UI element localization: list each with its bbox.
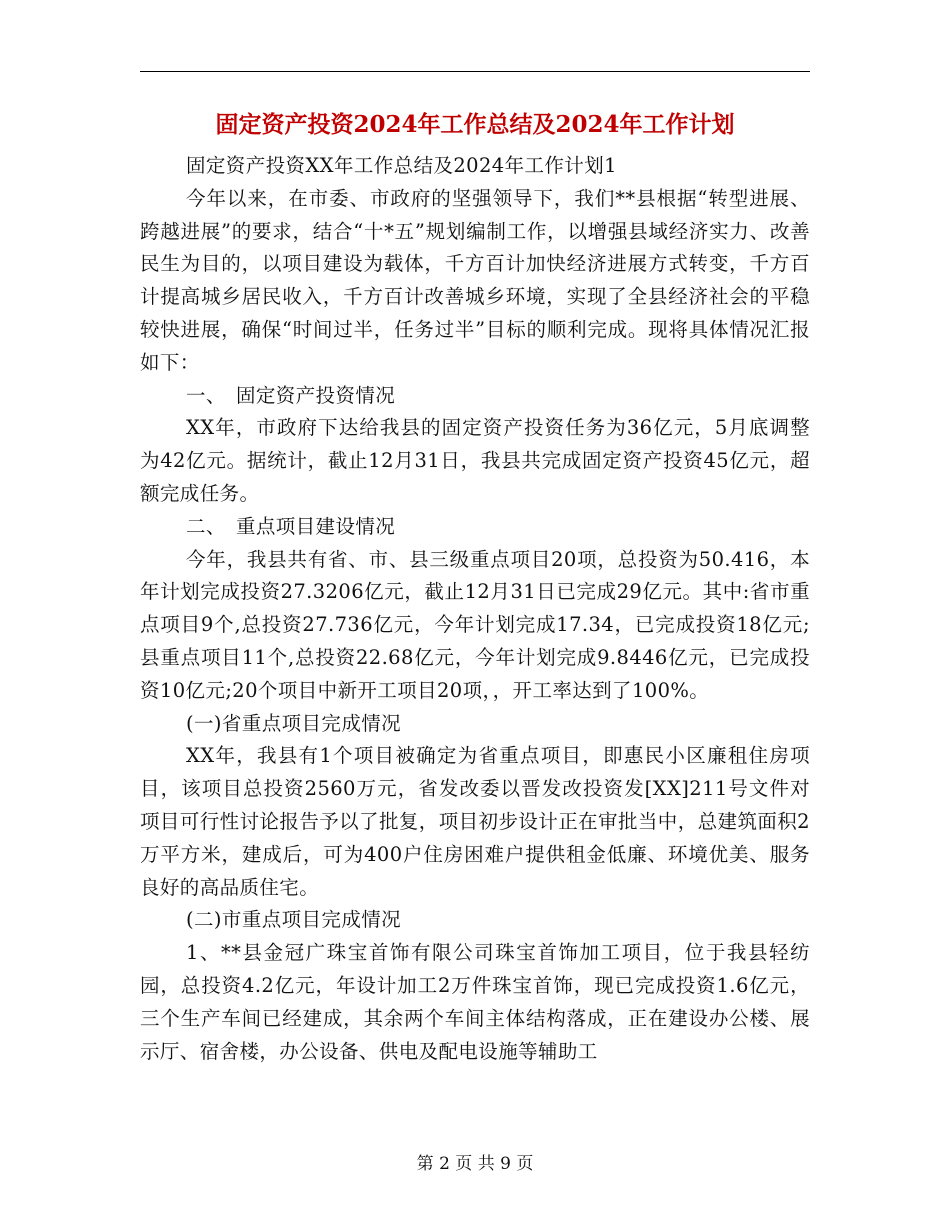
paragraph-investment-status: XX年，市政府下达给我县的固定资产投资任务为36亿元，5月底调整为42亿元。据统计，截止12月31日，我县共完成固定资产投资45亿元，超额完成任务。 bbox=[140, 416, 810, 505]
page-number-footer: 第 2 页 共 9 页 bbox=[416, 1154, 534, 1174]
paragraph-subtitle: 固定资产投资XX年工作总结及2024年工作计划1 bbox=[186, 154, 617, 177]
paragraph-city-project-1: 1、**县金冠广珠宝首饰有限公司珠宝首饰加工项目，位于我县轻纺园，总投资4.2亿元，年设计加工2万件珠宝首饰，现已完成投资1.6亿元，三个生产车间已经建成，其余两个车间主体结构落成，正在建设办公楼、展示厅、宿舍楼，办公设备、供电及配电设施等辅助工 bbox=[140, 941, 810, 1063]
section-heading-key-projects: 二、 重点项目建设情况 bbox=[186, 514, 396, 538]
paragraph-provincial-projects: XX年，我县有1个项目被确定为省重点项目，即惠民小区廉租住房项目，该项目总投资2560万元，省发改委以晋发改投资发[XX]211号文件对项目可行性讨论报告予以了批复，项目初步设计正在审批当中，总建筑面积2万平方米，建成后，可为400户住房困难户提供租金低廉、环境优美、服务良好的高品质住宅。 bbox=[140, 744, 810, 899]
document-body bbox=[140, 150, 810, 1068]
header-rule bbox=[140, 71, 810, 72]
paragraph-intro: 今年以来，在市委、市政府的坚强领导下，我们**县根据“转型进展、跨越进展”的要求，结合“十*五”规划编制工作，以增强县域经济实力、改善民生为目的，以项目建设为载体，千方百计加快经济进展方式转变，千方百计提高城乡居民收入，千方百计改善城乡环境，实现了全县经济社会的平稳较快进展，确保“时间过半，任务过半”目标的顺利完成。现将具体情况汇报如下： bbox=[140, 186, 810, 374]
section-heading-fixed-asset-investment: 一、 固定资产投资情况 bbox=[186, 383, 396, 407]
subsection-heading-city-projects: (二)市重点项目完成情况 bbox=[186, 908, 402, 932]
paragraph-key-projects: 今年，我县共有省、市、县三级重点项目20项，总投资为50.416，本年计划完成投资27.3206亿元，截止12月31日已完成29亿元。其中:省市重点项目9个,总投资27.736亿元，今年计划完成17.34，已完成投资18亿元;县重点项目11个,总投资22.68亿元，今年计划完成9.8446亿元，已完成投资10亿元;20个项目中新开工项目20项，，开工率达到了100%。 bbox=[140, 547, 810, 702]
document-title: 固定资产投资2024年工作总结及2024年工作计划 bbox=[215, 111, 735, 138]
subsection-heading-provincial-projects: (一)省重点项目完成情况 bbox=[186, 711, 402, 735]
